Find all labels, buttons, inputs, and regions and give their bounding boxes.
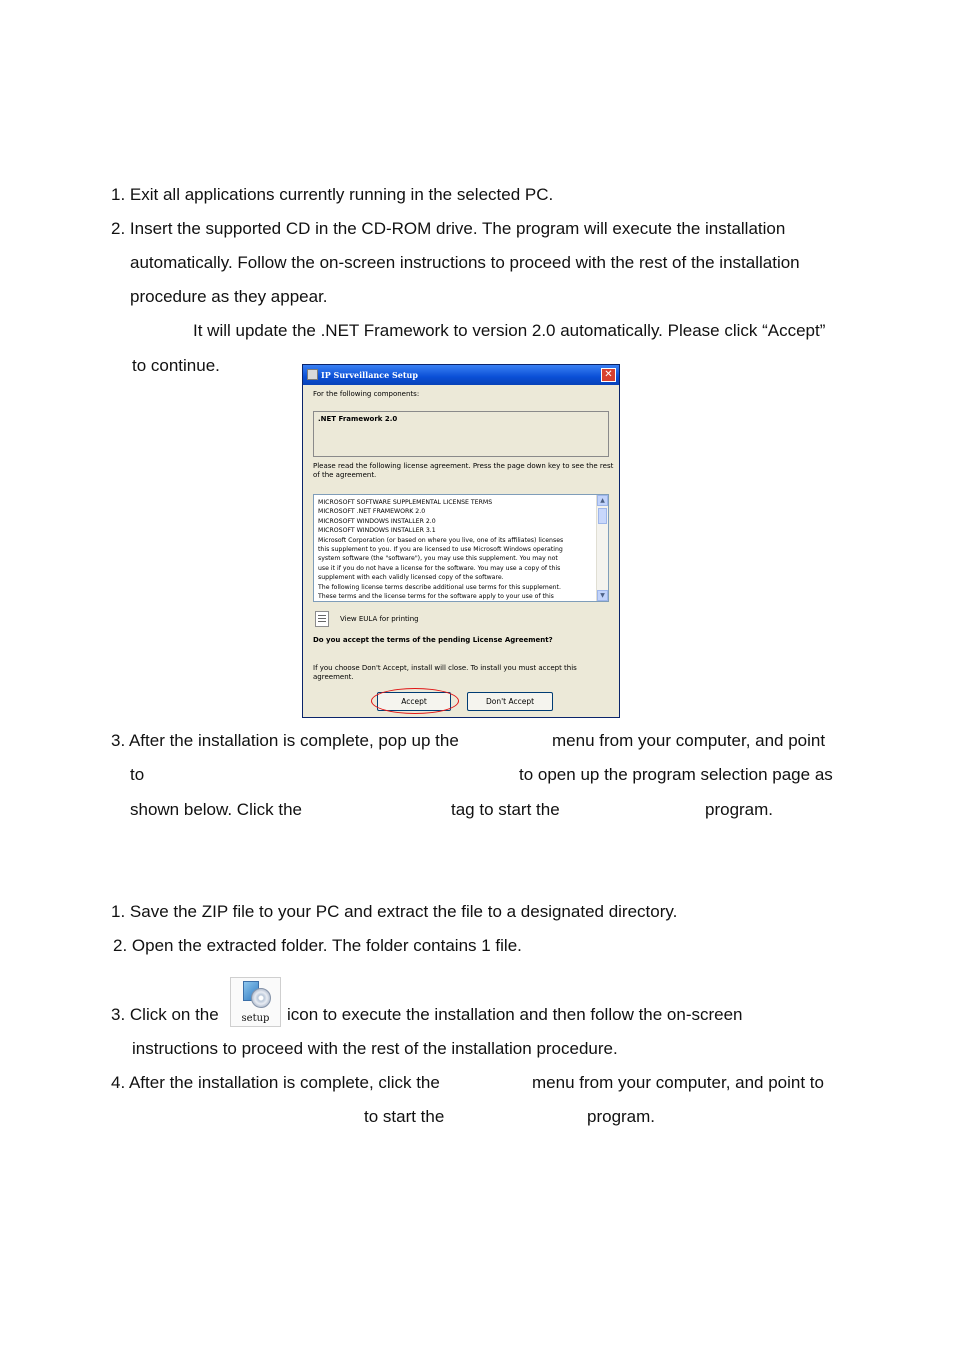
license-line: supplement with each validly licensed copy of the software. xyxy=(318,574,504,582)
setup-dialog xyxy=(302,364,620,718)
license-line: MICROSOFT WINDOWS INSTALLER 3.1 xyxy=(318,527,436,535)
zip-step-3-part-c: instructions to proceed with the rest of the installation procedure. xyxy=(132,1039,618,1058)
document-print-icon[interactable] xyxy=(315,611,329,627)
dont-accept-button[interactable]: Don't Accept xyxy=(467,692,553,711)
zip-step-4-part-a: 4. After the installation is complete, click the xyxy=(111,1073,440,1092)
zip-step-2: 2. Open the extracted folder. The folder contains 1 file. xyxy=(113,936,522,955)
scroll-down-icon[interactable]: ▼ xyxy=(597,590,608,601)
read-instructions-line-2: of the agreement. xyxy=(313,471,377,479)
warning-line-2: agreement. xyxy=(313,673,354,681)
zip-step-4-part-d: program. xyxy=(587,1107,656,1126)
accept-highlight-ring xyxy=(371,688,459,714)
cd-step-3-part-e: shown below. Click the xyxy=(130,800,302,819)
components-label: For the following components: xyxy=(313,390,420,398)
zip-step-3-part-a: 3. Click on the xyxy=(111,1005,219,1024)
view-eula-link[interactable]: View EULA for printing xyxy=(340,615,419,623)
scroll-up-icon[interactable]: ▲ xyxy=(597,495,608,506)
cd-step-3-part-g: program. xyxy=(705,800,774,819)
scroll-thumb[interactable] xyxy=(598,508,607,524)
license-lines xyxy=(318,498,596,601)
cd-step-3-part-b: menu from your computer, and point xyxy=(552,731,826,750)
cd-note-line-2: to continue. xyxy=(132,356,220,375)
read-instructions-line-1: Please read the following license agreement. Press the page down key to see the rest xyxy=(313,462,614,470)
cd-step-2-line-2: automatically. Follow the on-screen instructions to proceed with the rest of the installation xyxy=(130,253,800,272)
license-line: use it if you do not have a license for the software. You may use a copy of this xyxy=(318,564,561,572)
cd-note-line-1: It will update the .NET Framework to version 2.0 automatically. Please click “Accept” xyxy=(193,321,826,340)
zip-step-4-part-c: to start the xyxy=(364,1107,445,1126)
setup-icon-label: setup xyxy=(241,1013,270,1024)
license-line: The following license terms describe additional use terms for this supplement. xyxy=(318,583,561,591)
setup-app-icon xyxy=(307,369,318,380)
license-line: MICROSOFT WINDOWS INSTALLER 2.0 xyxy=(318,517,436,525)
warning-line-1: If you choose Don't Accept, install will close. To install you must accept this xyxy=(313,664,577,672)
license-line: system software (the "software"), you may use this supplement. You may not xyxy=(318,555,558,563)
cd-step-2-line-1: 2. Insert the supported CD in the CD-ROM drive. The program will execute the installation xyxy=(111,219,786,238)
accept-question: Do you accept the terms of the pending License Agreement? xyxy=(313,636,553,644)
cd-disc-graphic xyxy=(251,988,271,1008)
cd-step-3-part-d: to open up the program selection page as xyxy=(519,765,833,784)
zip-step-1: 1. Save the ZIP file to your PC and extract the file to a designated directory. xyxy=(111,902,678,921)
dialog-title: IP Surveillance Setup xyxy=(321,370,418,380)
cd-step-2-line-3: procedure as they appear. xyxy=(130,287,328,306)
component-name: .NET Framework 2.0 xyxy=(318,415,398,423)
accept-button[interactable]: Accept xyxy=(377,692,451,711)
cd-step-3-part-c: to xyxy=(130,765,145,784)
license-line: MICROSOFT .NET FRAMEWORK 2.0 xyxy=(318,508,426,516)
license-line: this supplement to you. If you are licensed to use Microsoft Windows operating xyxy=(318,546,563,554)
license-scrollbar[interactable] xyxy=(596,495,608,601)
license-line: These terms and the license terms for the software apply to your use of this xyxy=(318,593,554,601)
cd-step-3-part-f: tag to start the xyxy=(451,800,560,819)
cd-step-1: 1. Exit all applications currently running in the selected PC. xyxy=(111,185,554,204)
cd-step-3-part-a: 3. After the installation is complete, pop up the xyxy=(111,731,459,750)
license-line: Microsoft Corporation (or based on where you live, one of its affiliates) licenses xyxy=(318,536,564,544)
components-box xyxy=(313,411,609,457)
license-text-box[interactable] xyxy=(313,494,609,602)
zip-step-3-part-b: icon to execute the installation and then follow the on-screen xyxy=(287,1005,743,1024)
close-icon[interactable]: ✕ xyxy=(601,368,616,382)
dialog-titlebar xyxy=(303,365,619,385)
setup-installer-icon[interactable] xyxy=(230,977,281,1027)
zip-step-4-part-b: menu from your computer, and point to xyxy=(532,1073,824,1092)
license-line: MICROSOFT SOFTWARE SUPPLEMENTAL LICENSE TERMS xyxy=(318,499,493,506)
